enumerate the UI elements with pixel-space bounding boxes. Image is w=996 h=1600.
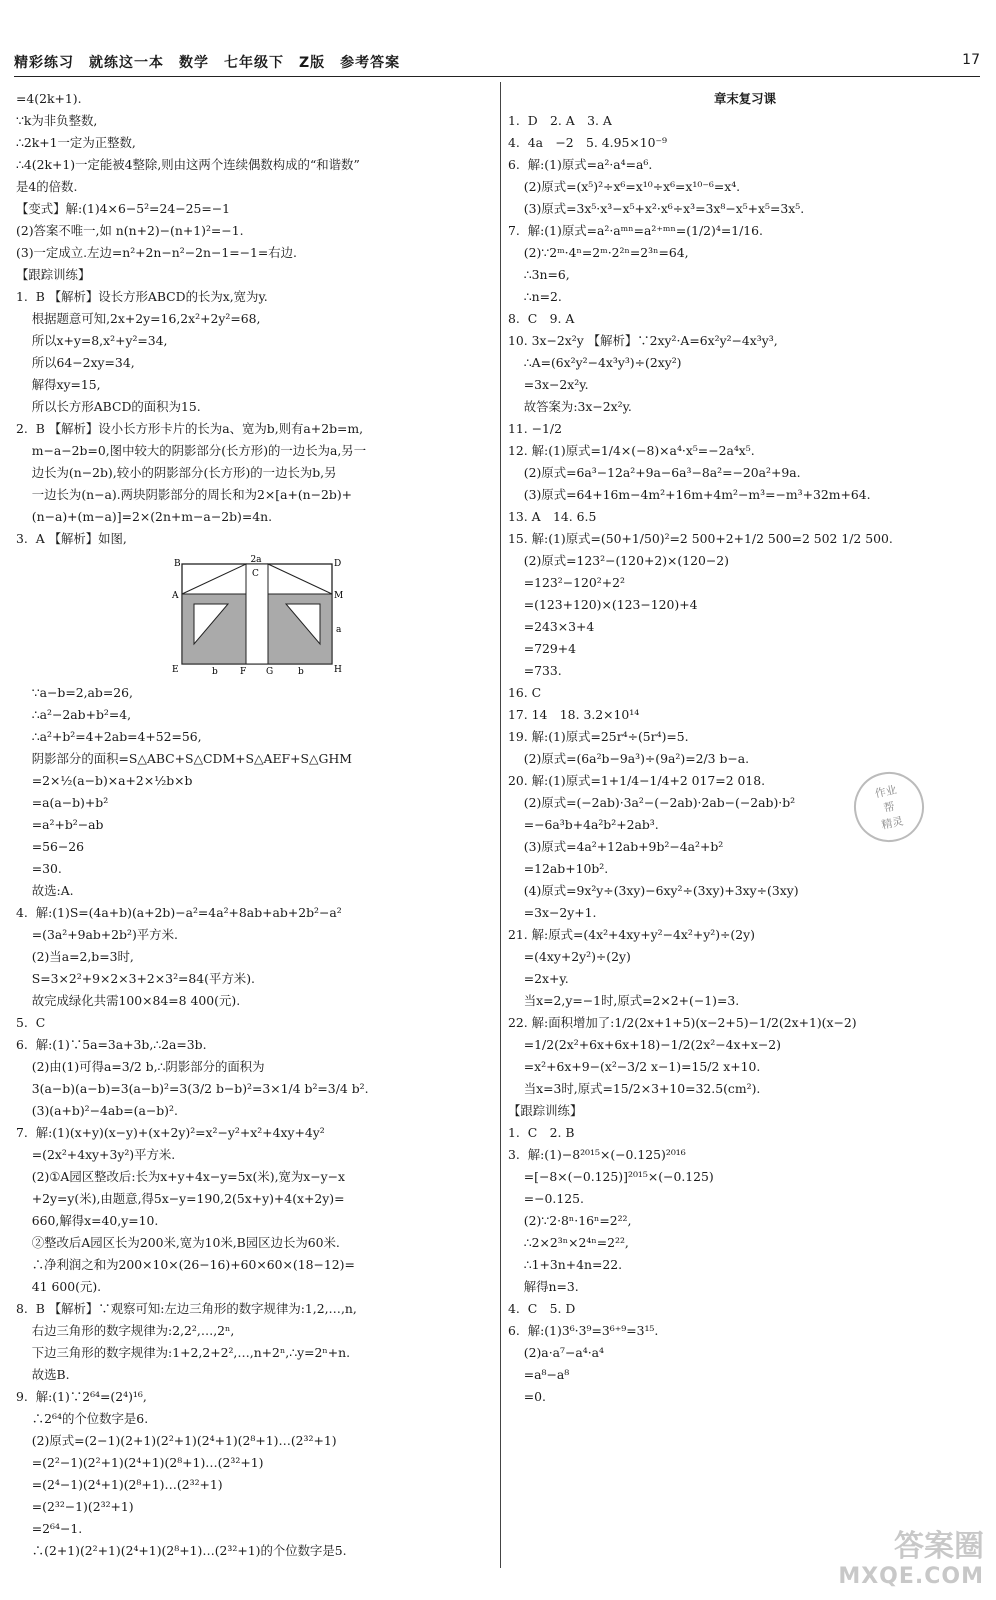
figure-label-b-left: b: [212, 667, 218, 676]
text-line: =729+4: [508, 641, 577, 656]
text-line: ∴A=(6x²y²−4x³y³)÷(2xy²): [508, 355, 682, 370]
text-line: ∴净利润之和为200×10×(26−16)+60×60×(18−12)=: [16, 1257, 355, 1272]
geometry-figure: [168, 554, 344, 676]
text-line: (2)原式=123²−(120+2)×(120−2): [508, 553, 730, 568]
figure-label-2a: 2a: [250, 555, 262, 565]
text-line: 3(a−b)(a−b)=3(a−b)²=3(3/2 b−b)²=3×1/4 b²=3/4 b².: [16, 1081, 369, 1096]
text-line: 15. 解:(1)原式=(50+1/50)²=2 500+2+1/2 500=2 502 1/2 500.: [508, 531, 893, 546]
right-text-block: [508, 110, 982, 1408]
text-line: (2)原式=(2−1)(2+1)(2²+1)(2⁴+1)(2⁸+1)…(2³²+1): [16, 1433, 337, 1448]
text-line: 阴影部分的面积=S△ABC+S△CDM+S△AEF+S△GHM: [16, 751, 352, 766]
text-line: =4(2k+1).: [16, 91, 82, 106]
text-line: 660,解得x=40,y=10.: [16, 1213, 159, 1228]
text-line: 解得xy=15,: [16, 377, 101, 392]
text-line: =0.: [508, 1389, 546, 1404]
text-line: ∴3n=6,: [508, 267, 570, 282]
text-line: 当x=3时,原式=15/2×3+10=32.5(cm²).: [508, 1081, 761, 1096]
text-line: 8. B 【解析】∵观察可知:左边三角形的数字规律为:1,2,…,n,: [16, 1301, 357, 1316]
watermark-line-1: 答案圈: [894, 1529, 984, 1564]
text-line: 19. 解:(1)原式=25r⁴÷(5r⁴)=5.: [508, 729, 689, 744]
text-line: 【跟踪训练】: [16, 267, 91, 282]
text-line: 12. 解:(1)原式=1/4×(−8)×a⁴·x⁵=−2a⁴x⁵.: [508, 443, 755, 458]
text-line: 10. 3x−2x²y 【解析】∵2xy²·A=6x²y²−4x³y³,: [508, 333, 778, 348]
text-line: =12ab+10b².: [508, 861, 609, 876]
figure-label-e-pt: E: [172, 665, 179, 675]
text-line: 6. 解:(1)原式=a²·a⁴=a⁶.: [508, 157, 653, 172]
text-line: (2)原式=(−2ab)·3a²−(−2ab)·2ab−(−2ab)·b²: [508, 795, 796, 810]
text-line: (4)原式=9x²y÷(3xy)−6xy²÷(3xy)+3xy÷(3xy): [508, 883, 799, 898]
text-line: (3)一定成立.左边=n²+2n−n²−2n−1=−1=右边.: [16, 245, 297, 260]
text-line: 故选B.: [16, 1367, 70, 1382]
text-line: (2)a·a⁷−a⁴·a⁴: [508, 1345, 605, 1360]
text-line: +2y=y(米),由题意,得5x−y=190,2(5x+y)+4(x+2y)=: [16, 1191, 345, 1206]
left-text-block-1: [16, 88, 494, 550]
figure-label-b-pt: B: [174, 559, 181, 569]
text-line: =(3a²+9ab+2b²)平方米.: [16, 927, 178, 942]
text-line: 1. C 2. B: [508, 1125, 575, 1140]
stamp-text-1: 作业: [873, 783, 898, 801]
text-line: 根据题意可知,2x+2y=16,2x²+2y²=68,: [16, 311, 261, 326]
text-line: =(123+120)×(123−120)+4: [508, 597, 698, 612]
figure-label-g-pt: G: [266, 667, 274, 676]
text-line: =3x−2x²y.: [508, 377, 589, 392]
text-line: 3. 解:(1)−8²⁰¹⁵×(−0.125)²⁰¹⁶: [508, 1147, 686, 1162]
text-line: 4. 4a −2 5. 4.95×10⁻⁹: [508, 135, 668, 150]
text-line: (n−a)+(m−a)]=2×(2n+m−a−2b)=4n.: [16, 509, 273, 524]
left-column: [16, 88, 494, 1600]
figure-svg: [168, 554, 344, 676]
text-line: 1. D 2. A 3. A: [508, 113, 612, 128]
text-line: =x²+6x+9−(x²−3/2 x−1)=15/2 x+10.: [508, 1059, 761, 1074]
text-line: 16. C: [508, 685, 542, 700]
text-line: 22. 解:面积增加了:1/2(2x+1+5)(x−2+5)−1/2(2x+1)(x−2): [508, 1015, 857, 1030]
left-text-block-2: [16, 682, 494, 1562]
text-line: =56−26: [16, 839, 85, 854]
text-line: =1/2(2x²+6x+6x+18)−1/2(2x²−4x+x−2): [508, 1037, 781, 1052]
text-line: 7. 解:(1)原式=a²·aᵐⁿ=a²⁺ᵐⁿ=(1/2)⁴=1/16.: [508, 223, 763, 238]
text-line: (2)∵2ᵐ·4ⁿ=2ᵐ·2²ⁿ=2³ⁿ=64,: [508, 245, 689, 260]
text-line: 边长为(n−2b),较小的阴影部分(长方形)的一边长为b,另: [16, 465, 337, 480]
text-line: =123²−120²+2²: [508, 575, 625, 590]
text-line: 一边长为(n−a).两块阴影部分的周长和为2×[a+(n−2b)+: [16, 487, 353, 502]
text-line: 当x=2,y=−1时,原式=2×2+(−1)=3.: [508, 993, 740, 1008]
text-line: 【变式】解:(1)4×6−5²=24−25=−1: [16, 201, 231, 216]
text-line: 4. C 5. D: [508, 1301, 576, 1316]
figure-label-c-pt: C: [252, 569, 259, 579]
text-line: ∴2⁶⁴的个位数字是6.: [16, 1411, 149, 1426]
text-line: 5. C: [16, 1015, 46, 1030]
text-line: 故完成绿化共需100×84=8 400(元).: [16, 993, 241, 1008]
text-line: 下边三角形的数字规律为:1+2,2+2²,…,n+2ⁿ,∴y=2ⁿ+n.: [16, 1345, 351, 1360]
text-line: (3)原式=4a²+12ab+9b²−4a²+b²: [508, 839, 724, 854]
text-line: =a(a−b)+b²: [16, 795, 109, 810]
text-line: =30.: [16, 861, 62, 876]
text-line: =2x+y.: [508, 971, 569, 986]
figure-label-m-pt: M: [334, 591, 344, 601]
text-line: (2)由(1)可得a=3/2 b,∴阴影部分的面积为: [16, 1059, 265, 1074]
text-line: 8. C 9. A: [508, 311, 575, 326]
text-line: 7. 解:(1)(x+y)(x−y)+(x+2y)²=x²−y²+x²+4xy+4y²: [16, 1125, 325, 1140]
site-watermark: [838, 1529, 984, 1592]
text-line: 所以长方形ABCD的面积为15.: [16, 399, 201, 414]
text-line: 1. B 【解析】设长方形ABCD的长为x,宽为y.: [16, 289, 268, 304]
text-line: 9. 解:(1)∵2⁶⁴=(2⁴)¹⁶,: [16, 1389, 147, 1404]
text-line: ∴n=2.: [508, 289, 562, 304]
text-line: =(2³²−1)(2³²+1): [16, 1499, 134, 1514]
text-line: (3)(a+b)²−4ab=(a−b)².: [16, 1103, 178, 1118]
text-line: 解得n=3.: [508, 1279, 579, 1294]
watermark-line-2: MXQE.COM: [838, 1564, 984, 1589]
text-line: 故选:A.: [16, 883, 74, 898]
page-header: [14, 52, 980, 77]
text-line: =2×½(a−b)×a+2×½b×b: [16, 773, 193, 788]
text-line: (3)原式=3x⁵·x³−x⁵+x²·x⁶÷x³=3x⁸−x⁵+x⁵=3x⁵.: [508, 201, 805, 216]
text-line: 13. A 14. 6.5: [508, 509, 597, 524]
column-divider: [500, 82, 501, 1568]
text-line: =−0.125.: [508, 1191, 584, 1206]
text-line: (2)原式=(6a²b−9a³)÷(9a²)=2/3 b−a.: [508, 751, 750, 766]
text-line: 3. A 【解析】如图,: [16, 531, 127, 546]
text-line: =243×3+4: [508, 619, 595, 634]
stamp-text-3: 精灵: [880, 814, 905, 832]
text-line: 2. B 【解析】设小长方形卡片的长为a、宽为b,则有a+2b=m,: [16, 421, 364, 436]
text-line: ∴2k+1一定为正整数,: [16, 135, 136, 150]
text-line: =−6a³b+4a²b²+2ab³.: [508, 817, 659, 832]
figure-label-a-side: a: [336, 625, 342, 635]
text-line: (2)当a=2,b=3时,: [16, 949, 134, 964]
text-line: =(2x²+4xy+3y²)平方米.: [16, 1147, 176, 1162]
text-line: =2⁶⁴−1.: [16, 1521, 83, 1536]
text-line: =[−8×(−0.125)]²⁰¹⁵×(−0.125): [508, 1169, 714, 1184]
text-line: 4. 解:(1)S=(4a+b)(a+2b)−a²=4a²+8ab+ab+2b²−a²: [16, 905, 342, 920]
figure-label-b-right: b: [298, 667, 304, 676]
header-title: 精彩练习 就练这一本 数学 七年级下 Z版 参考答案: [14, 55, 401, 71]
text-line: =(4xy+2y²)÷(2y): [508, 949, 631, 964]
text-line: =a²+b²−ab: [16, 817, 104, 832]
text-line: 所以64−2xy=34,: [16, 355, 135, 370]
figure-label-a-pt: A: [172, 591, 179, 601]
text-line: =(2²−1)(2²+1)(2⁴+1)(2⁸+1)…(2³²+1): [16, 1455, 264, 1470]
text-line: S=3×2²+9×2×3+2×3²=84(平方米).: [16, 971, 255, 986]
text-line: ∴1+3n+4n=22.: [508, 1257, 623, 1272]
text-line: ∴a²+b²=4+2ab=4+52=56,: [16, 729, 202, 744]
text-line: 【跟踪训练】: [508, 1103, 583, 1118]
text-line: ②整改后A园区长为200米,宽为10米,B园区边长为60米.: [16, 1235, 340, 1250]
text-line: (2)原式=6a³−12a²+9a−6a³−8a²=−20a²+9a.: [508, 465, 801, 480]
text-line: 6. 解:(1)∵5a=3a+3b,∴2a=3b.: [16, 1037, 207, 1052]
text-line: (2)①A园区整改后:长为x+y+4x−y=5x(米),宽为x−y−x: [16, 1169, 346, 1184]
text-line: 是4的倍数.: [16, 179, 78, 194]
text-line: =a⁸−a⁸: [508, 1367, 570, 1382]
text-line: 41 600(元).: [16, 1279, 102, 1294]
text-line: =3x−2y+1.: [508, 905, 597, 920]
text-line: 故答案为:3x−2x²y.: [508, 399, 632, 414]
text-line: (2)∵2·8ⁿ·16ⁿ=2²²,: [508, 1213, 632, 1228]
right-column: [508, 88, 982, 1600]
figure-label-h-pt: H: [334, 665, 342, 675]
chapter-review-title: 章末复习课: [714, 91, 776, 106]
text-line: 20. 解:(1)原式=1+1/4−1/4+2 017=2 018.: [508, 773, 766, 788]
text-line: 17. 14 18. 3.2×10¹⁴: [508, 707, 640, 722]
text-line: ∴2×2³ⁿ×2⁴ⁿ=2²²,: [508, 1235, 629, 1250]
text-line: (2)原式=(x⁵)²÷x⁶=x¹⁰÷x⁶=x¹⁰⁻⁶=x⁴.: [508, 179, 741, 194]
text-line: 所以x+y=8,x²+y²=34,: [16, 333, 168, 348]
text-line: m−a−2b=0,图中较大的阴影部分(长方形)的一边长为a,另一: [16, 443, 367, 458]
text-line: 6. 解:(1)3⁶·3⁹=3⁶⁺⁹=3¹⁵.: [508, 1323, 659, 1338]
text-line: (2)答案不唯一,如 n(n+2)−(n+1)²=−1.: [16, 223, 244, 238]
text-line: 11. −1/2: [508, 421, 562, 436]
text-line: ∴(2+1)(2²+1)(2⁴+1)(2⁸+1)…(2³²+1)的个位数字是5.: [16, 1543, 347, 1558]
text-line: =733.: [508, 663, 562, 678]
text-line: ∵k为非负整数,: [16, 113, 98, 128]
figure-label-f-pt: F: [240, 667, 247, 676]
text-line: ∴a²−2ab+b²=4,: [16, 707, 132, 722]
text-line: 21. 解:原式=(4x²+4xy+y²−4x²+y²)÷(2y): [508, 927, 755, 942]
text-line: ∴4(2k+1)一定能被4整除,则由这两个连续偶数构成的“和谐数”: [16, 157, 360, 172]
text-line: =(2⁴−1)(2⁴+1)(2⁸+1)…(2³²+1): [16, 1477, 223, 1492]
text-line: ∵a−b=2,ab=26,: [16, 685, 133, 700]
stamp-text-2: 帮: [882, 799, 896, 815]
figure-label-d-pt: D: [334, 559, 342, 569]
page-number: 17: [962, 52, 980, 68]
text-line: (3)原式=64+16m−4m²+16m+4m²−m³=−m³+32m+64.: [508, 487, 871, 502]
text-line: 右边三角形的数字规律为:2,2²,…,2ⁿ,: [16, 1323, 235, 1338]
